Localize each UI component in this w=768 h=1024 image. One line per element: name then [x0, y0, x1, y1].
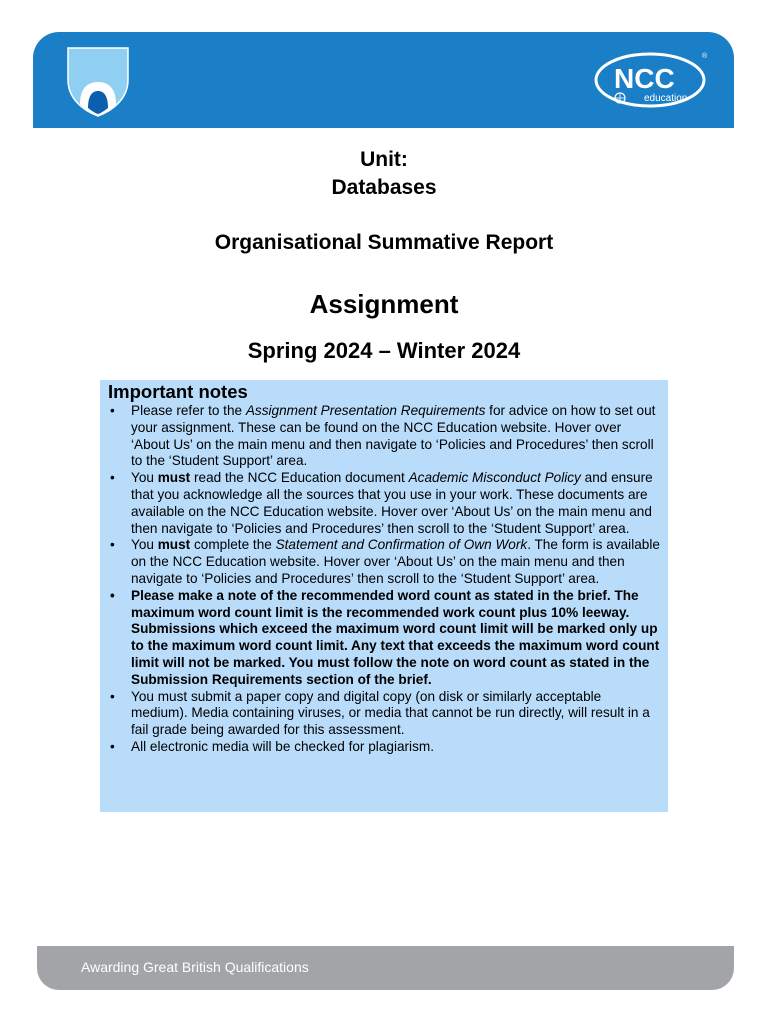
- list-item: [108, 689, 660, 739]
- bullet-icon: •: [110, 587, 115, 603]
- bullet-icon: •: [110, 688, 115, 704]
- word-count-note: Please make a note of the recommended word count as stated in the brief. The maximum word count limit is the recommended work count plus 10% leeway. Submissions which exceed the maximum word count limit will be marked only up to the maximum word count limit. Any text that exceeds the maximum word count limit will not be marked. You must follow the note on word count as stated in the Submission Requirements section of the brief.: [131, 587, 660, 687]
- note-text: for advice on how to set out your assignment. These can be found on the NCC Education website. Hover over ‘About Us’ on the main menu and then navigate to ‘Policies and Procedures’ then scroll to the ‘Student Support’ area.: [131, 403, 656, 469]
- list-item: [108, 537, 660, 587]
- document-reference: Statement and Confirmation of Own Work: [275, 537, 528, 553]
- note-text: All electronic media will be checked for plagiarism.: [131, 738, 434, 754]
- svg-text:education: education: [644, 93, 688, 104]
- shield-crest-icon: [66, 46, 130, 118]
- document-reference: Assignment Presentation Requirements: [245, 403, 486, 418]
- note-text: Please refer to the: [131, 403, 246, 418]
- list-item: [108, 739, 660, 756]
- assessment-period: Spring 2024 – Winter 2024: [247, 338, 521, 363]
- note-text: and ensure that you acknowledge all the sources that you use in your work. These documents are available on the NCC Education website. Hover over ‘About Us’ on the main menu and then navigate to ‘Policies and Procedures’ then scroll to the ‘Student Support’ area.: [131, 470, 653, 536]
- list-item: [108, 470, 660, 537]
- note-text: read the NCC Education document: [190, 470, 409, 486]
- list-item: [108, 403, 660, 470]
- ncc-education-logo: [592, 46, 712, 116]
- unit-label: Unit:: [360, 148, 408, 171]
- document-type: Assignment: [309, 289, 459, 319]
- svg-text:NCC: NCC: [614, 63, 675, 94]
- footer-tagline: Awarding Great British Qualifications: [81, 959, 309, 975]
- note-text: You must submit a paper copy and digital copy (on disk or similarly acceptable medium). Media containing viruses, or media that cannot be run directly, will result in a fail grade being awarded for this assessment.: [131, 688, 650, 738]
- footer-band: [37, 946, 734, 990]
- note-text: You: [131, 537, 158, 553]
- bullet-icon: •: [110, 470, 115, 486]
- bullet-icon: •: [110, 537, 115, 553]
- note-text: complete the: [190, 537, 276, 553]
- report-title: Organisational Summative Report: [214, 231, 554, 254]
- document-reference: Academic Misconduct Policy: [408, 470, 581, 486]
- emphasis: must: [157, 537, 191, 553]
- notes-heading: Important notes: [108, 381, 248, 402]
- notes-list: [108, 403, 660, 756]
- unit-name: Databases: [331, 176, 437, 199]
- bullet-icon: •: [110, 403, 115, 418]
- svg-text:®: ®: [702, 53, 708, 60]
- important-notes-box: [100, 380, 668, 812]
- list-item: [108, 588, 660, 689]
- note-text: . The form is available on the NCC Education website. Hover over ‘About Us’ on the main menu and then navigate to ‘Policies and Procedures’ then scroll to the ‘Student Support’ area.: [131, 537, 660, 586]
- bullet-icon: •: [110, 738, 115, 754]
- note-text: You: [131, 470, 158, 486]
- emphasis: must: [157, 470, 191, 486]
